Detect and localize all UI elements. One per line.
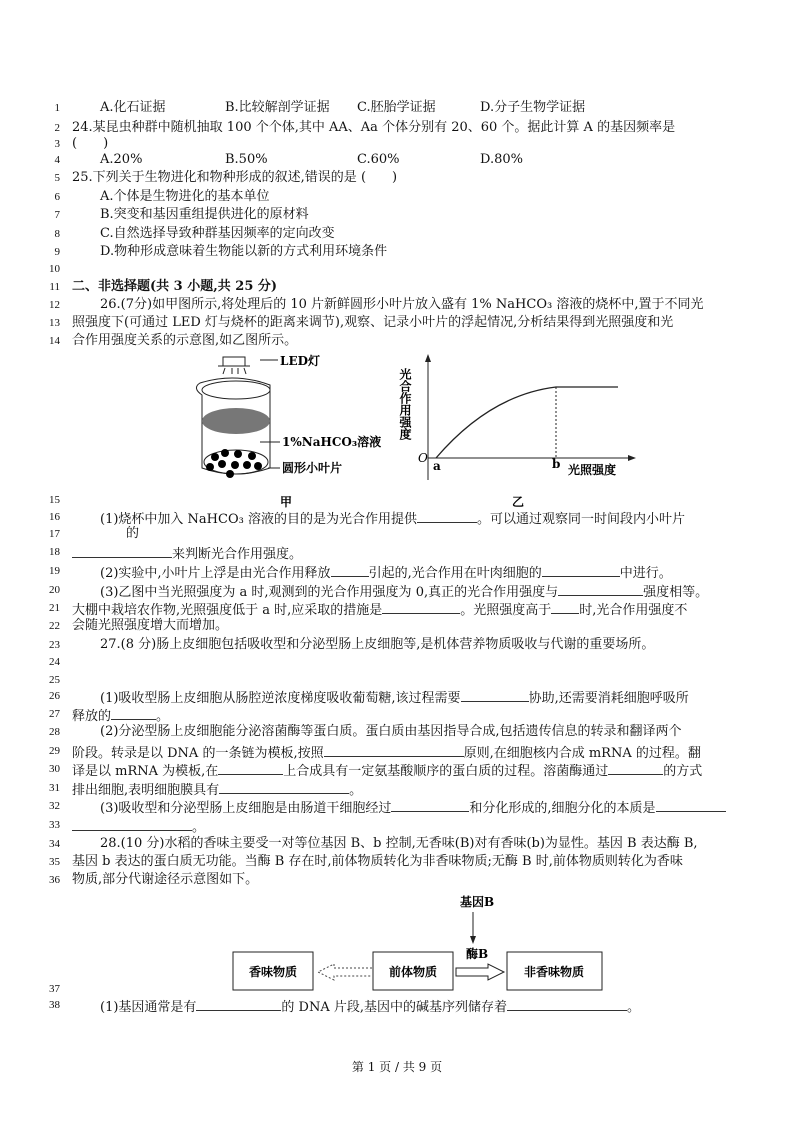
text-segment: C.自然选择导致种群基因频率的定向改变 [100,226,335,241]
text-segment: 和分化形成的,细胞分化的本质是 [469,801,656,816]
text-segment: (1)烧杯中加入 NaHCO₃ 溶液的目的是为光合作用提供 [100,512,417,527]
text-segment: 上合成具有一定氨基酸顺序的蛋白质的过程。溶菌酶通过 [283,764,609,779]
line-text [100,525,139,543]
text-segment: 协助,还需要消耗细胞呼吸所 [528,691,689,706]
text-segment: D.物种形成意味着生物能以新的方式利用环境条件 [100,244,388,259]
answer-blank[interactable] [558,581,643,596]
text-segment: 释放的 [72,709,112,724]
x-axis-arrow-icon [628,455,636,461]
answer-blank[interactable] [324,742,464,757]
figure-beaker [180,350,400,510]
text-segment: 28.(10 分)水稻的香味主要受一对等位基因 B、b 控制,无香味(B)对有香味(b)为显性。基因 B 表达酶 B, [100,836,698,851]
line-number: 10 [49,263,60,275]
line-number: 13 [49,317,60,329]
line-text [100,562,672,583]
line-number: 8 [54,228,60,240]
text-segment: 27.(8 分)肠上皮细胞包括吸收型和分泌型肠上皮细胞等,是机体营养物质吸收与代谢的重要场所。 [100,637,655,652]
line-text [72,816,205,837]
text-segment: B.突变和基因重组提供进化的原材料 [100,207,309,222]
answer-option: B.比较解剖学证据 [225,100,330,115]
caption-yi: 乙 [512,495,525,509]
answer-blank[interactable] [461,687,529,702]
line-text [72,760,702,781]
line-number: 3 [54,138,60,150]
line-text [72,314,673,332]
line-number: 37 [49,983,60,995]
photosynthesis-curve [436,387,618,458]
origin-label: O [418,451,428,465]
beaker-icon [196,378,270,478]
document-line [0,508,794,526]
line-text [72,332,297,350]
document-line [0,871,794,889]
line-number: 5 [54,172,60,184]
line-text [100,225,335,243]
document-line [0,99,794,117]
text-segment: (1)基因通常是有 [100,1000,197,1015]
document-line [0,779,794,797]
document-line [0,835,794,853]
document-line [0,599,794,617]
x-axis-label: 光照强度 [568,463,617,477]
answer-blank[interactable] [551,599,579,614]
line-number: 29 [49,745,60,757]
line-number: 38 [49,999,60,1011]
text-segment: 阶段。转录是以 DNA 的一条链为模板,按照 [72,746,324,761]
text-segment: 会随光照强度增大而增加。 [72,618,229,633]
answer-blank[interactable] [382,599,460,614]
line-text [100,296,703,314]
text-segment: 。光照强度高于 [460,603,552,618]
text-segment: 。 [349,783,363,798]
document-line [0,617,794,635]
text-segment: 引起的,光合作用在叶肉细胞的 [368,566,542,581]
gene-b-label: 基因B [460,895,495,909]
text-segment: 排出细胞,表明细胞膜具有 [72,783,220,798]
text-segment: 。 [156,709,170,724]
line-text [100,996,640,1017]
document-line [0,853,794,871]
document-line [0,797,794,815]
y-axis-arrow-icon [425,354,431,362]
line-number: 33 [49,819,60,831]
solution-label: 1%NaHCO₃溶液 [282,435,382,449]
text-segment: (1)吸收型肠上皮细胞从肠腔逆浓度梯度吸收葡萄糖,该过程需要 [100,691,461,706]
line-number: 18 [49,546,60,558]
document-line [0,723,794,741]
line-text [72,853,683,871]
text-segment: A.个体是生物进化的基本单位 [100,189,270,204]
document-line [0,562,794,580]
answer-blank[interactable] [507,996,627,1011]
line-number: 28 [49,726,60,738]
document-line [0,687,794,705]
text-segment: (3)乙图中当光照强度为 a 时,观测到的光合作用强度为 0,真正的光合作用强度与 [100,585,559,600]
line-number: 12 [49,299,60,311]
document-line [0,705,794,723]
document-line [0,151,794,169]
answer-blank[interactable] [111,705,156,720]
document-line [0,188,794,206]
led-label: LED灯 [280,354,320,368]
line-number: 16 [49,511,60,523]
answer-blank[interactable] [542,562,620,577]
led-lamp-icon [218,357,250,374]
text-segment: 物质,部分代谢途径示意图如下。 [72,872,259,887]
document-line [0,996,794,1014]
line-number: 27 [49,708,60,720]
line-number: 15 [49,494,60,506]
line-number: 6 [54,191,60,203]
line-text [100,243,387,261]
text-segment: (2)分泌型肠上皮细胞能分泌溶菌酶等蛋白质。蛋白质由基因指导合成,包括遗传信息的转录和翻译两个 [100,724,682,739]
line-number: 11 [49,281,60,293]
text-segment: 的 [100,526,140,541]
text-segment: 25.下列关于生物进化和物种形成的叙述,错误的是 ( ) [72,170,398,185]
text-segment: 原则,在细胞核内合成 mRNA 的过程。翻 [463,746,701,761]
text-segment: 26.(7分)如甲图所示,将处理后的 10 片新鲜圆形小叶片放入盛有 1% NaHCO₃ 溶液的烧杯中,置于不同光 [100,297,704,312]
answer-option: D.80% [480,152,523,167]
line-text [72,169,397,187]
line-number: 17 [49,528,60,540]
b-tick-label: b [552,457,561,471]
box-fragrant-label: 香味物质 [248,965,298,979]
answer-blank[interactable] [72,543,172,558]
line-number: 31 [49,782,60,794]
line-text [100,206,309,224]
text-segment: 基因 b 表达的蛋白质无功能。当酶 B 存在时,前体物质转化为非香味物质;无酶 B 时,前体物质则转化为香味 [72,854,683,869]
text-segment: (2)实验中,小叶片上浮是由光合作用释放 [100,566,331,581]
text-segment: ( ) [72,136,109,151]
figure-graph [400,350,640,510]
line-number: 32 [49,800,60,812]
document-line [0,260,794,278]
text-segment: 24.某昆虫种群中随机抽取 100 个个体,其中 AA、Aa 个体分别有 20、60 个。据此计算 A 的基因频率是 [72,120,676,135]
document-line [0,243,794,261]
text-segment: 中进行。 [619,566,672,581]
line-number: 30 [49,763,60,775]
answer-blank[interactable] [218,760,283,775]
y-axis-label: 光合作用强度 [398,368,412,440]
answer-blank[interactable] [331,562,369,577]
a-tick-label: a [433,459,441,473]
line-number: 19 [49,565,60,577]
line-text [100,188,270,206]
answer-option: C.60% [357,152,400,167]
document-line [0,332,794,350]
document-line [0,742,794,760]
text-segment: 强度相等。 [643,585,709,600]
hollow-arrow-icon [456,964,504,980]
line-number: 20 [49,584,60,596]
answer-blank[interactable] [196,996,281,1011]
line-number: 36 [49,874,60,886]
line-number: 34 [49,838,60,850]
text-segment: 。可以通过观察同一时间段内小叶片 [476,512,685,527]
text-segment: 时,光合作用强度不 [579,603,688,618]
answer-option: B.50% [225,152,268,167]
line-number: 23 [49,639,60,651]
text-segment: 二、非选择题(共 3 小题,共 25 分) [72,279,278,294]
line-number: 24 [49,656,60,668]
document-line [0,581,794,599]
answer-option: D.分子生物学证据 [480,100,586,115]
line-number: 2 [54,122,60,134]
document-line [0,206,794,224]
answer-blank[interactable] [417,508,477,523]
text-segment: 。 [192,820,206,835]
document-line [0,816,794,834]
line-text [100,723,682,741]
line-number: 22 [49,620,60,632]
line-number: 21 [49,602,60,614]
document-line [0,525,794,543]
enzyme-b-label: 酶B [466,947,489,961]
answer-blank[interactable] [608,760,663,775]
line-number: 25 [49,674,60,686]
line-text [72,543,302,564]
answer-blank[interactable] [72,816,192,831]
answer-blank[interactable] [391,797,469,812]
answer-blank[interactable] [219,779,349,794]
text-segment: 的 DNA 片段,基因中的碱基序列储存着 [281,1000,508,1015]
document-line [0,543,794,561]
pathway-diagram [230,890,610,990]
document-line [0,314,794,332]
text-segment: (3)吸收型和分泌型肠上皮细胞是由肠道干细胞经过 [100,801,392,816]
leaf-label: 圆形小叶片 [282,461,343,475]
dashed-arrow-icon [318,964,372,980]
line-number: 4 [54,154,60,166]
box-precursor-label: 前体物质 [388,965,438,979]
document-line [0,653,794,671]
line-number: 1 [54,102,60,114]
line-number: 35 [49,856,60,868]
line-text [100,835,698,853]
answer-option: C.胚胎学证据 [357,100,436,115]
document-line [0,636,794,654]
caption-jia: 甲 [280,495,293,509]
line-text [100,797,726,818]
line-number: 9 [54,246,60,258]
line-number: 26 [49,690,60,702]
down-arrow-icon [470,936,476,944]
document-line [0,296,794,314]
answer-option: A.20% [100,152,143,167]
line-text [72,871,258,889]
text-segment: 来判断光合作用强度。 [172,547,303,562]
text-segment: 照强度下(可通过 LED 灯与烧杯的距离来调节),观察、记录小叶片的浮起情况,分析结果得到光照强度和光 [72,315,674,330]
box-nonfragrant-label: 非香味物质 [523,965,585,979]
text-segment: 译是以 mRNA 为模板,在 [72,764,219,779]
text-segment: 大棚中栽培农作物,光照强度低于 a 时,应采取的措施是 [72,603,383,618]
document-line [0,225,794,243]
page-footer: 第 1 页 / 共 9 页 [351,1060,443,1074]
text-segment: 合作用强度关系的示意图,如乙图所示。 [72,333,298,348]
line-number: 7 [54,209,60,221]
line-number: 14 [49,335,60,347]
answer-option: A.化石证据 [100,100,166,115]
text-segment: 的方式 [663,764,703,779]
line-text [100,636,654,654]
document-line [0,278,794,296]
line-text [72,278,277,296]
document-line [0,760,794,778]
line-text [72,617,228,635]
text-segment: 。 [627,1000,641,1015]
document-line [0,169,794,187]
answer-blank[interactable] [656,797,726,812]
